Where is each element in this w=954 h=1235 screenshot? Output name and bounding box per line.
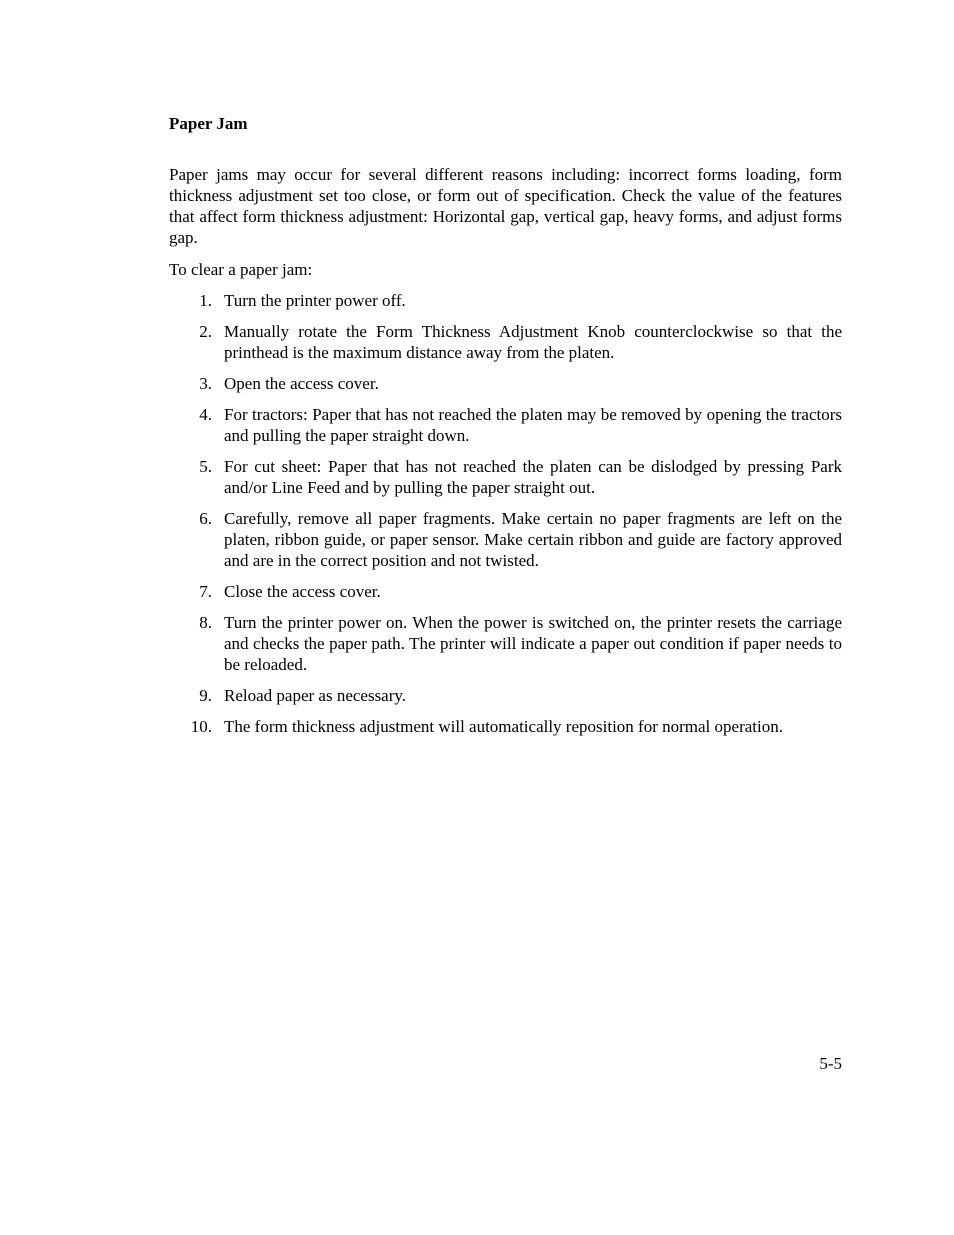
- step-text: Carefully, remove all paper fragments. Make certain no paper fragments are left on the platen, ribbon guide, or paper sensor. Make certain ribbon and guide are factory approved and are in the correct position and not twisted.: [224, 509, 842, 570]
- step-text: Open the access cover.: [224, 374, 379, 393]
- step-item: [169, 290, 842, 311]
- step-text: Turn the printer power on. When the power is switched on, the printer resets the carriage and checks the paper path. The printer will indicate a paper out condition if paper needs to be reloaded.: [224, 613, 842, 674]
- step-number: 5.: [199, 457, 212, 476]
- intro-paragraph: Paper jams may occur for several different reasons including: incorrect forms loading, form thickness adjustment set too close, or form out of specification. Check the value of the features that affect form thickness adjustment: Horizontal gap, vertical gap, heavy forms, and adjust forms gap.: [169, 165, 842, 247]
- step-number: 6.: [199, 509, 212, 528]
- step-text: Reload paper as necessary.: [224, 686, 407, 705]
- step-item: [169, 685, 842, 706]
- step-text: The form thickness adjustment will automatically reposition for normal operation.: [224, 717, 783, 736]
- step-text: For tractors: Paper that has not reached the platen may be removed by opening the tractors and pulling the paper straight down.: [224, 405, 842, 445]
- step-number: 4.: [199, 405, 212, 424]
- procedure-steps: [169, 290, 842, 747]
- procedure-lead: To clear a paper jam:: [169, 260, 313, 279]
- step-number: 2.: [199, 322, 212, 341]
- step-text: Turn the printer power off.: [224, 291, 406, 310]
- section-heading: Paper Jam: [169, 114, 248, 133]
- step-text: Manually rotate the Form Thickness Adjustment Knob counterclockwise so that the printhead is the maximum distance away from the platen.: [224, 322, 842, 362]
- step-item: [169, 456, 842, 498]
- step-number: 1.: [199, 291, 212, 310]
- page-number: 5-5: [819, 1054, 842, 1073]
- step-item: [169, 373, 842, 394]
- step-number: 8.: [199, 613, 212, 632]
- step-text: For cut sheet: Paper that has not reached the platen can be dislodged by pressing Park and/or Line Feed and by pulling the paper straight out.: [224, 457, 842, 497]
- step-item: [169, 612, 842, 675]
- step-number: 10.: [190, 717, 212, 736]
- step-item: [169, 321, 842, 363]
- step-number: 9.: [199, 686, 212, 705]
- step-item: [169, 508, 842, 571]
- step-number: 7.: [199, 582, 212, 601]
- step-item: [169, 404, 842, 446]
- step-text: Close the access cover.: [224, 582, 381, 601]
- step-item: [169, 716, 842, 737]
- step-number: 3.: [199, 374, 212, 393]
- step-item: [169, 581, 842, 602]
